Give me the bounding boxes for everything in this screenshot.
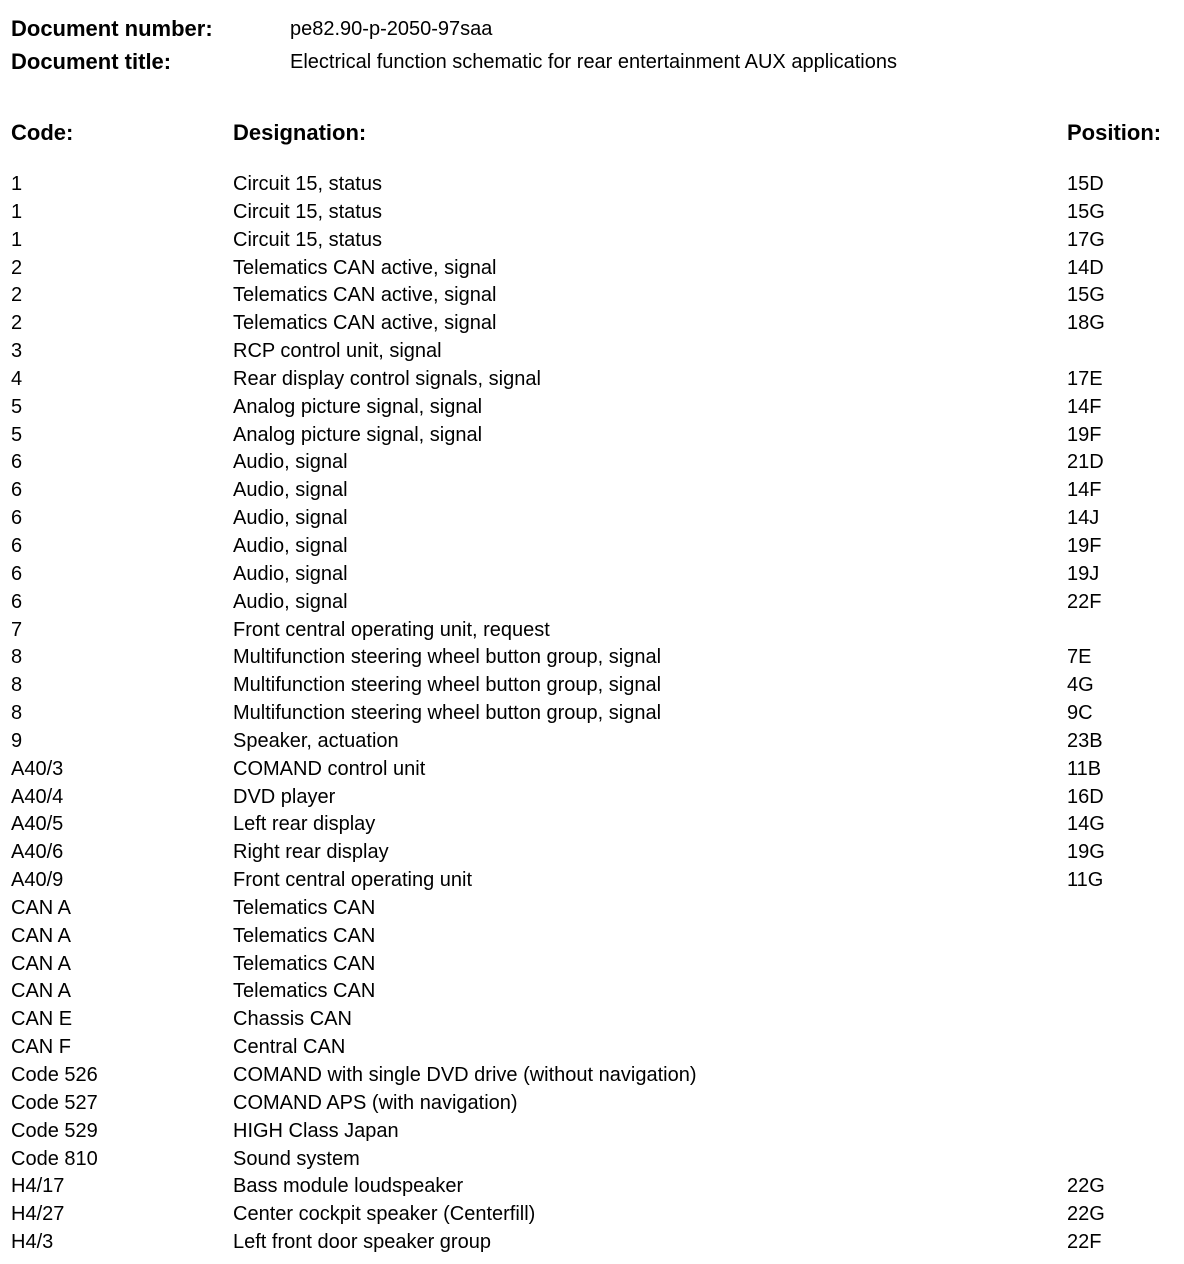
designation-cell: Multifunction steering wheel button group, signal xyxy=(233,646,662,669)
position-cell: 11B xyxy=(1067,757,1102,780)
table-row xyxy=(11,1062,1181,1090)
code-cell: 6 xyxy=(11,562,23,585)
position-cell: 22F xyxy=(1067,590,1102,613)
code-cell: 5 xyxy=(11,423,23,446)
designation-cell: Front central operating unit xyxy=(233,869,473,892)
code-cell: 1 xyxy=(11,173,23,195)
position-cell: 7E xyxy=(1067,646,1092,669)
position-cell: 14D xyxy=(1067,256,1104,279)
table-row xyxy=(11,422,1181,450)
position-cell: 19G xyxy=(1067,841,1105,864)
position-cell: 9C xyxy=(1067,702,1093,725)
code-cell: A40/5 xyxy=(11,813,64,836)
designation-cell: Speaker, actuation xyxy=(233,729,399,752)
code-cell: H4/17 xyxy=(11,1175,65,1198)
table-row xyxy=(11,589,1181,617)
designation-cell: Telematics CAN xyxy=(233,924,376,947)
code-cell: A40/6 xyxy=(11,841,64,864)
document-number-value: pe82.90-p-2050-97saa xyxy=(290,18,493,40)
position-cell: 21D xyxy=(1067,451,1104,474)
table-row xyxy=(11,1146,1181,1174)
designation-cell: Circuit 15, status xyxy=(233,228,382,251)
table-row xyxy=(11,1090,1181,1118)
position-cell: 14F xyxy=(1067,479,1102,502)
code-cell: 8 xyxy=(11,646,23,669)
table-header xyxy=(11,118,1181,148)
code-cell: 3 xyxy=(11,340,23,363)
position-cell: 15D xyxy=(1067,173,1104,195)
document-title-label: Document title: xyxy=(11,49,172,74)
table-row xyxy=(11,394,1181,422)
code-cell: 7 xyxy=(11,618,23,641)
designation-cell: Right rear display xyxy=(233,841,389,864)
designation-cell: COMAND with single DVD drive (without navigation) xyxy=(233,1064,697,1086)
table-row xyxy=(11,1229,1181,1257)
table-row xyxy=(11,255,1181,283)
table-row xyxy=(11,839,1181,867)
document-number-label: Document number: xyxy=(11,16,213,41)
code-cell: H4/3 xyxy=(11,1231,54,1254)
position-cell: 22F xyxy=(1067,1231,1102,1254)
table-row xyxy=(11,338,1181,366)
designation-cell: Audio, signal xyxy=(233,562,348,585)
designation-cell: Telematics CAN xyxy=(233,980,376,1003)
table-row xyxy=(11,1201,1181,1229)
designation-cell: COMAND control unit xyxy=(233,757,426,780)
designation-cell: Left front door speaker group xyxy=(233,1231,491,1254)
code-cell: CAN A xyxy=(11,924,72,947)
designation-cell: Audio, signal xyxy=(233,451,348,474)
designation-cell: Center cockpit speaker (Centerfill) xyxy=(233,1203,536,1226)
table-row xyxy=(11,477,1181,505)
designation-cell: Telematics CAN active, signal xyxy=(233,284,497,307)
designation-cell: Chassis CAN xyxy=(233,1008,352,1031)
designation-cell: Sound system xyxy=(233,1147,360,1170)
position-cell: 23B xyxy=(1067,729,1103,752)
table-row xyxy=(11,1118,1181,1146)
designation-cell: Analog picture signal, signal xyxy=(233,423,483,446)
designation-cell: Front central operating unit, request xyxy=(233,618,550,641)
designation-cell: DVD player xyxy=(233,785,336,808)
code-cell: 5 xyxy=(11,395,23,418)
position-cell: 22G xyxy=(1067,1203,1105,1226)
code-cell: 6 xyxy=(11,451,23,474)
code-cell: 6 xyxy=(11,590,23,613)
position-cell: 16D xyxy=(1067,785,1104,808)
designation-cell: Telematics CAN xyxy=(233,896,376,919)
document-title-row xyxy=(11,47,1171,77)
code-cell: A40/9 xyxy=(11,869,64,892)
code-cell: 6 xyxy=(11,507,23,530)
table-row xyxy=(11,561,1181,589)
code-cell: CAN F xyxy=(11,1036,71,1059)
designation-cell: HIGH Class Japan xyxy=(233,1119,399,1142)
designation-cell: Circuit 15, status xyxy=(233,173,382,195)
designation-cell: Telematics CAN active, signal xyxy=(233,256,497,279)
designation-cell: Left rear display xyxy=(233,813,376,836)
code-cell: 1 xyxy=(11,228,23,251)
code-cell: Code 526 xyxy=(11,1064,98,1086)
table-row xyxy=(11,1034,1181,1062)
code-cell: Code 527 xyxy=(11,1091,98,1114)
designation-cell: Telematics CAN active, signal xyxy=(233,312,497,335)
column-header-position: Position: xyxy=(1067,120,1162,145)
designation-cell: Audio, signal xyxy=(233,590,348,613)
designation-cell: COMAND APS (with navigation) xyxy=(233,1091,518,1114)
code-cell: A40/3 xyxy=(11,757,64,780)
code-cell: 1 xyxy=(11,200,23,223)
code-cell: 6 xyxy=(11,479,23,502)
code-cell: CAN A xyxy=(11,980,72,1003)
table-row xyxy=(11,533,1181,561)
table-row xyxy=(11,895,1181,923)
table-row xyxy=(11,171,1181,199)
designation-cell: Circuit 15, status xyxy=(233,200,382,223)
designation-cell: Bass module loudspeaker xyxy=(233,1175,464,1198)
code-cell: CAN A xyxy=(11,896,72,919)
position-cell: 4G xyxy=(1067,674,1094,697)
designation-cell: RCP control unit, signal xyxy=(233,340,442,363)
position-cell: 17E xyxy=(1067,367,1103,390)
position-cell: 19F xyxy=(1067,423,1102,446)
table-body xyxy=(11,171,1181,1257)
designation-cell: Audio, signal xyxy=(233,534,348,557)
code-cell: 6 xyxy=(11,534,23,557)
code-cell: 9 xyxy=(11,729,23,752)
code-cell: H4/27 xyxy=(11,1203,65,1226)
position-cell: 14G xyxy=(1067,813,1105,836)
table-row xyxy=(11,1173,1181,1201)
table-row xyxy=(11,951,1181,979)
table-row xyxy=(11,310,1181,338)
position-cell: 18G xyxy=(1067,312,1105,335)
position-cell: 19J xyxy=(1067,562,1100,585)
table-row xyxy=(11,978,1181,1006)
designation-cell: Audio, signal xyxy=(233,507,348,530)
designation-cell: Multifunction steering wheel button group, signal xyxy=(233,702,662,725)
table-row xyxy=(11,282,1181,310)
table-row xyxy=(11,505,1181,533)
designation-cell: Central CAN xyxy=(233,1036,346,1059)
code-cell: 4 xyxy=(11,367,23,390)
table-row xyxy=(11,449,1181,477)
code-cell: CAN A xyxy=(11,952,72,975)
designation-cell: Analog picture signal, signal xyxy=(233,395,483,418)
table-row xyxy=(11,672,1181,700)
table-row xyxy=(11,199,1181,227)
table-row xyxy=(11,867,1181,895)
table-row xyxy=(11,784,1181,812)
position-cell: 15G xyxy=(1067,284,1105,307)
column-header-code: Code: xyxy=(11,120,74,145)
code-cell: A40/4 xyxy=(11,785,64,808)
position-cell: 11G xyxy=(1067,869,1104,892)
position-cell: 14F xyxy=(1067,395,1102,418)
table-row xyxy=(11,1006,1181,1034)
designation-cell: Audio, signal xyxy=(233,479,348,502)
table-row xyxy=(11,811,1181,839)
code-cell: Code 810 xyxy=(11,1147,98,1170)
code-cell: 8 xyxy=(11,702,23,725)
code-cell: CAN E xyxy=(11,1008,73,1031)
position-cell: 14J xyxy=(1067,507,1100,530)
table-row xyxy=(11,923,1181,951)
code-cell: 8 xyxy=(11,674,23,697)
position-cell: 17G xyxy=(1067,228,1105,251)
table-row xyxy=(11,756,1181,784)
code-cell: 2 xyxy=(11,312,23,335)
code-cell: 2 xyxy=(11,284,23,307)
position-cell: 22G xyxy=(1067,1175,1105,1198)
table-row xyxy=(11,366,1181,394)
column-header-designation: Designation: xyxy=(233,120,367,145)
code-cell: 2 xyxy=(11,256,23,279)
table-row xyxy=(11,700,1181,728)
document-title-value: Electrical function schematic for rear entertainment AUX applications xyxy=(290,51,897,73)
designation-cell: Telematics CAN xyxy=(233,952,376,975)
code-cell: Code 529 xyxy=(11,1119,98,1142)
document-number-row xyxy=(11,14,1171,44)
table-row xyxy=(11,728,1181,756)
designation-cell: Rear display control signals, signal xyxy=(233,367,541,390)
table-row xyxy=(11,227,1181,255)
position-cell: 15G xyxy=(1067,200,1105,223)
position-cell: 19F xyxy=(1067,534,1102,557)
designation-cell: Multifunction steering wheel button group, signal xyxy=(233,674,662,697)
table-row xyxy=(11,617,1181,645)
table-row xyxy=(11,644,1181,672)
